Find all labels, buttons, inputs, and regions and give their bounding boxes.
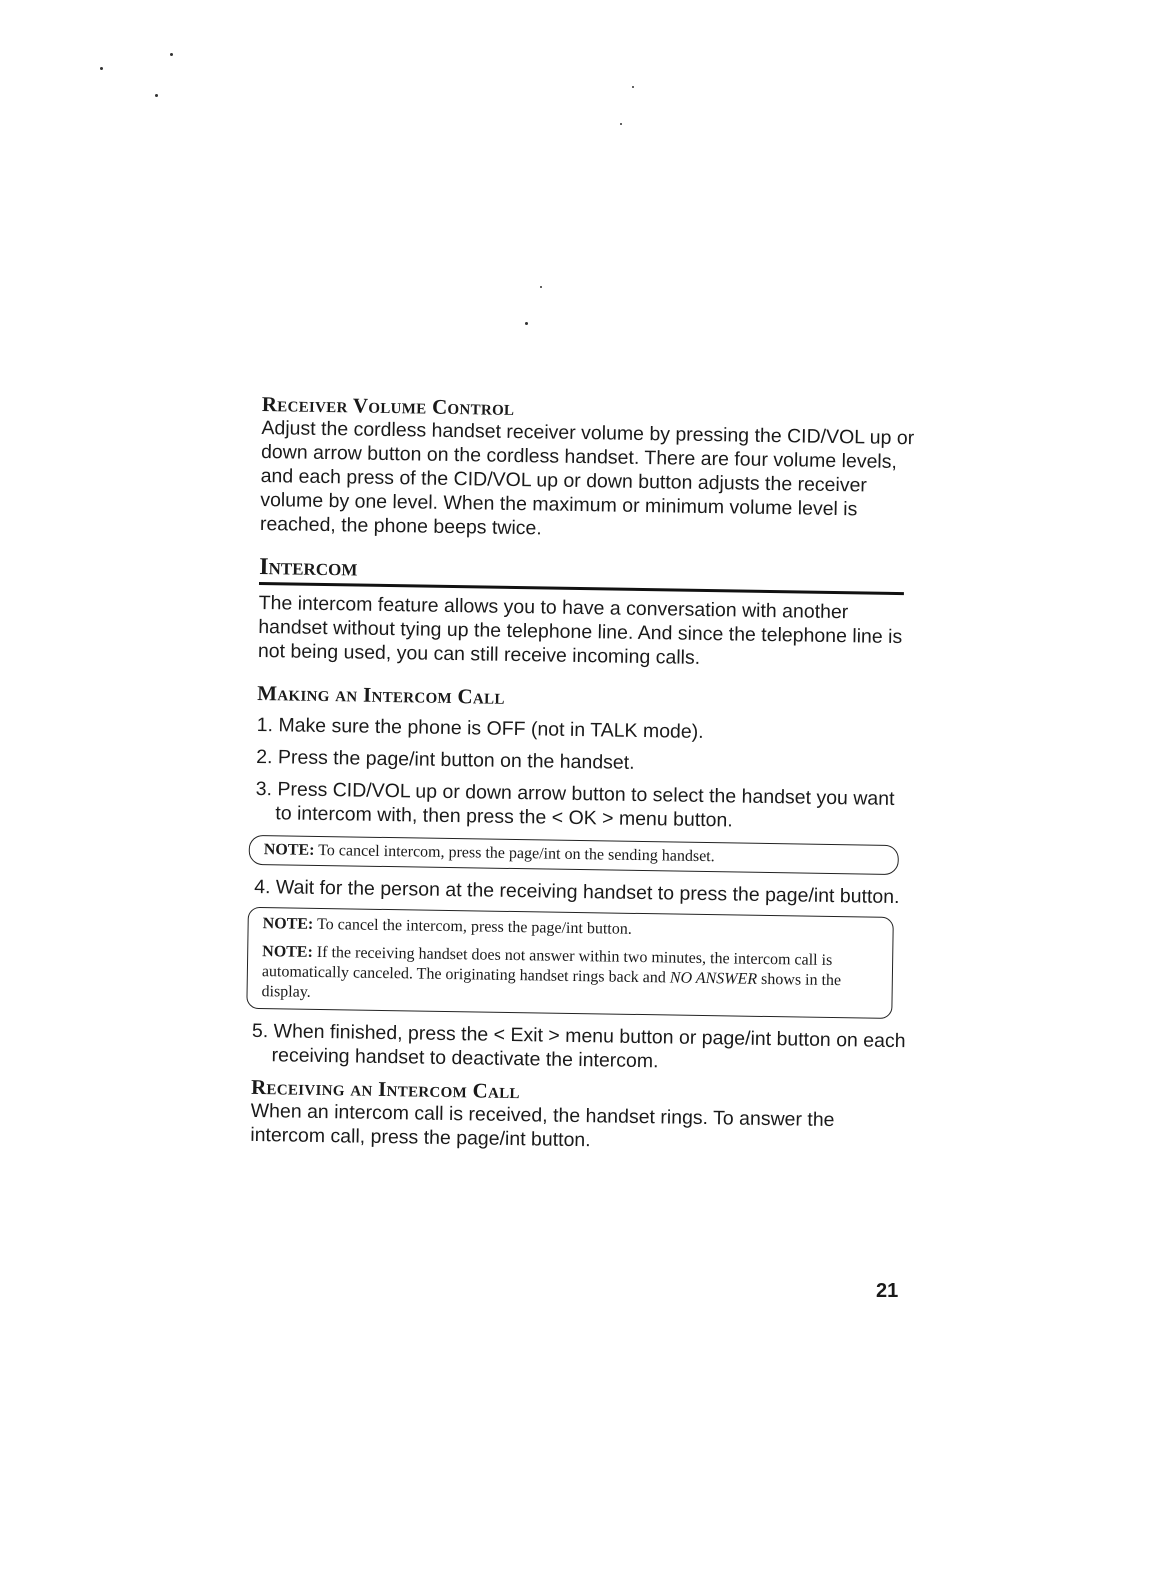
page-number: 21	[876, 1280, 899, 1302]
receiving-call-text: When an intercom call is received, the handset rings. To answer the intercom call, press the page/int button.	[250, 1099, 835, 1152]
intercom-section-header	[259, 554, 914, 595]
note-text: shows in the display.	[261, 970, 842, 1001]
note-cancel	[262, 914, 876, 944]
step-4: 4. Wait for the person at the receiving handset to press the page/int button.	[254, 875, 900, 909]
step-5: 5. When finished, press the < Exit > menu button or page/int button on each receiving handset to deactivate the intercom.	[251, 1019, 906, 1073]
display-message: NO ANSWER	[669, 969, 758, 988]
scan-speck	[100, 67, 103, 70]
note-cancel-intercom	[249, 835, 899, 875]
intercom-intro-text: The intercom feature allows you to have a conversation with another handset without tying up the telephone line. And since the telephone line is not being used, you can still receive incoming calls.	[257, 591, 903, 669]
note-box-receiving	[246, 907, 894, 1019]
step-3: 3. Press CID/VOL up or down arrow button to select the handset you want to intercom with, then press the < OK > menu button.	[255, 777, 895, 832]
step-2: 2. Press the page/int button on the handset.	[256, 745, 635, 774]
scan-speck	[540, 286, 542, 288]
scan-speck	[525, 322, 528, 325]
note-text: To cancel intercom, press the page/int on the sending handset.	[318, 841, 715, 866]
scan-speck	[170, 53, 173, 56]
step-1: 1. Make sure the phone is OFF (not in TALK mode).	[256, 713, 704, 743]
intercom-title: Intercom	[259, 553, 358, 582]
note-label: NOTE:	[262, 943, 314, 961]
note-text: To cancel the intercom, press the page/int button.	[316, 915, 632, 938]
note-text: If the receiving handset does not answer within two minutes, the intercom call is automatically canceled. The originating handset rings back and	[261, 943, 833, 987]
page-content	[250, 392, 917, 1157]
scan-speck	[155, 94, 158, 97]
scan-speck	[632, 86, 634, 88]
receiving-call-heading: Receiving an Intercom Call	[250, 1074, 520, 1104]
receiver-volume-text: Adjust the cordless handset receiver volume by pressing the CID/VOL up or down arrow button on the cordless handset. There are four volume levels, and each press of the CID/VOL up or down button adjusts the receiver volume by one level. When the maximum or minimum volume level is reached, the phone beeps twice.	[259, 416, 915, 540]
note-label: NOTE:	[263, 841, 315, 859]
note-label: NOTE:	[262, 915, 314, 933]
scan-speck	[620, 123, 622, 125]
making-call-heading: Making an Intercom Call	[257, 680, 505, 709]
note-no-answer	[261, 942, 876, 1012]
receiver-volume-heading: Receiver Volume Control	[261, 392, 515, 420]
